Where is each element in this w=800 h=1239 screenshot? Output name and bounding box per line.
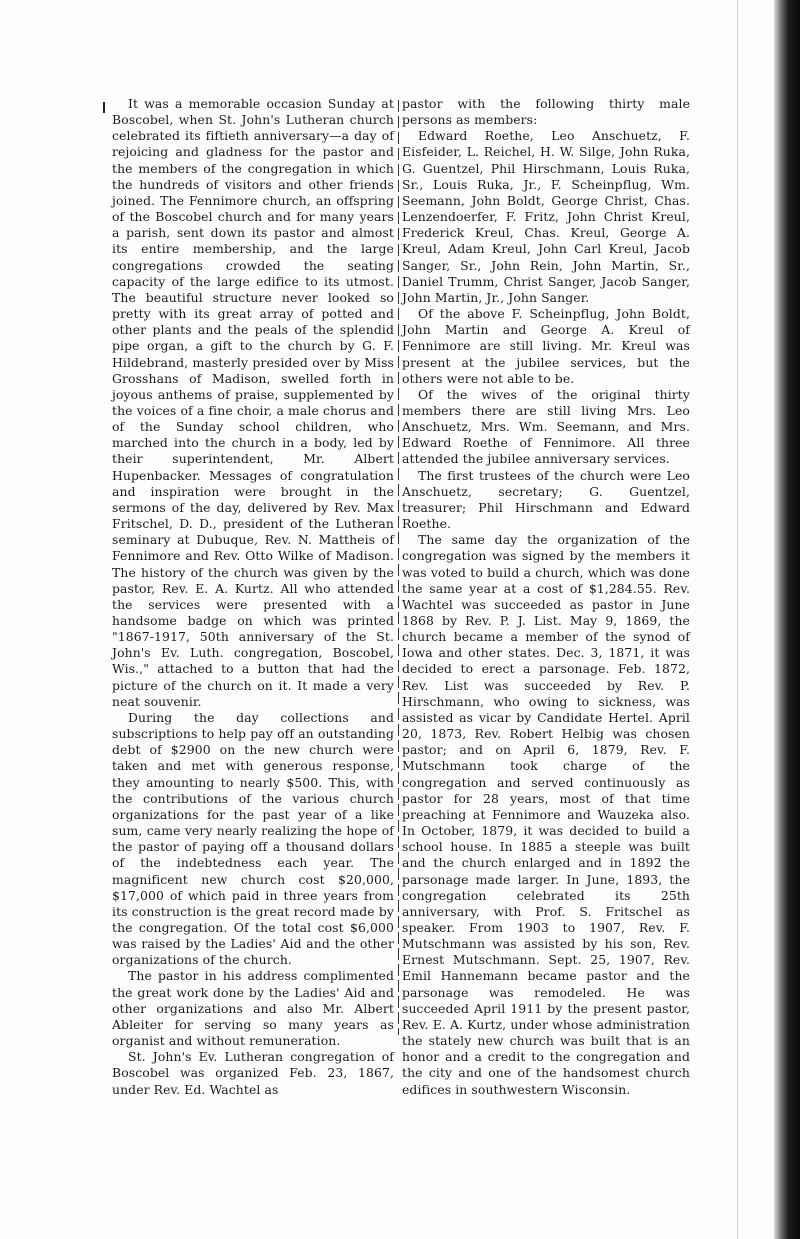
scan-edge — [774, 0, 800, 1239]
article-paragraph: The first trustees of the church were Leo Anschuetz, secretary; G. Guentzel, treasurer; Phil Hirschmann and Edward Roethe. — [402, 467, 690, 532]
column-mark — [103, 102, 105, 113]
article-paragraph: St. John's Ev. Lutheran congregation of Boscobel was organized Feb. 23, 1867, under Rev. Ed. Wachtel as — [112, 1049, 394, 1097]
article-paragraph: Of the above F. Scheinpflug, John Boldt, John Martin and George A. Kreul of Fennimore are still living. Mr. Kreul was present at the jubilee services, but the others were not able to be. — [402, 306, 690, 386]
article-right-column — [402, 96, 690, 1098]
article-paragraph: The same day the organization of the congregation was signed by the members it was voted to build a church, which was done the same year at a cost of $1,284.55. Rev. Wachtel was succeeded as pastor in June 1868 by Rev. P. J. List. May 9, 1869, the church became a member of the synod of Iowa and other states. Dec. 3, 1871, it was decided to erect a parsonage. Feb. 1872, Rev. List was succeeded by Rev. P. Hirschmann, who owing to sickness, was assisted as vicar by Candidate Hertel. April 20, 1873, Rev. Robert Helbig was chosen pastor; and on April 6, 1879, Rev. F. Mutschmann took charge of the congregation and served continuously as pastor for 28 years, most of that time preaching at Fennimore and Wauzeka also. In October, 1879, it was decided to build a school house. In 1885 a steeple was built and the church enlarged and in 1892 the parsonage made larger. In June, 1893, the congregation celebrated its 25th anniversary, with Prof. S. Fritschel as speaker. From 1903 to 1907, Rev. F. Mutschmann was assisted by his son, Rev. Ernest Mutschmann. Sept. 25, 1907, Rev. Emil Hannemann became pastor and the parsonage was remodeled. He was succeeded April 1911 by the present pastor, Rev. E. A. Kurtz, under whose administration the stately new church was built that is an honor and a credit to the congregation and the city and one of the handsomest church edifices in southwestern Wisconsin. — [402, 532, 690, 1097]
article-paragraph: Edward Roethe, Leo Anschuetz, F. Eisfeider, L. Reichel, H. W. Silge, John Ruka, G. Guentzel, Phil Hirschmann, Louis Ruka, Sr., Louis Ruka, Jr., F. Scheinpflug, Wm. Seemann, John Boldt, George Christ, Chas. Lenzendoerfer, F. Fritz, John Christ Kreul, Frederick Kreul, Chas. Kreul, George A. Kreul, Adam Kreul, John Carl Kreul, Jacob Sanger, Sr., John Rein, John Martin, Sr., Daniel Trumm, Christ Sanger, Jacob Sanger, John Martin, Jr., John Sanger. — [402, 128, 690, 305]
article-paragraph: Of the wives of the original thirty members there are still living Mrs. Leo Anschuetz, Mrs. Wm. Seemann, and Mrs. Edward Roethe of Fennimore. All three attended the jubilee anniversary services. — [402, 386, 690, 467]
article-paragraph: It was a memorable occasion Sunday at Boscobel, when St. John's Lutheran church celebrated its fiftieth anniversary—a day of rejoicing and gladness for the pastor and the members of the congregation in which the hundreds of visitors and other friends joined. The Fennimore church, an offspring of the Boscobel church and for many years a parish, sent down its pastor and almost its entire membership, and the large congregations crowded the seating capacity of the large edifice to its utmost. The beautiful structure never looked so pretty with its great array of potted and other plants and the peals of the splendid pipe organ, a gift to the church by G. F. Hildebrand, masterly presided over by Miss Grosshans of Madison, swelled forth in joyous anthems of praise, supplemented by the voices of a fine choir, a male chorus and of the Sunday school children, who marched into the church in a body, led by their superintendent, Mr. Albert Hupenbacker. Messages of congratulation and inspiration were brought in the sermons of the day, delivered by Rev. Max Fritschel, D. D., president of the Lutheran seminary at Dubuque, Rev. N. Mattheis of Fennimore and Rev. Otto Wilke of Madison. The history of the church was given by the pastor, Rev. E. A. Kurtz. All who attended the services were presented with a handsome badge on which was printed "1867-1917, 50th anniversary of the St. John's Ev. Luth. congregation, Boscobel, Wis.," attached to a button that had the picture of the church on it. It made a very neat souvenir. — [112, 96, 394, 709]
article-paragraph: The pastor in his address complimented the great work done by the Ladies' Aid and other organizations and also Mr. Albert Ableiter for serving so many years as organist and without remuneration. — [112, 968, 394, 1049]
article-continuation: pastor with the following thirty male persons as members: — [402, 96, 690, 128]
article-paragraph: During the day collections and subscriptions to help pay off an outstanding debt of $2900 on the new church were taken and met with generous response, they amounting to nearly $500. This, with the contributions of the various church organizations for the past year of a like sum, came very nearly realizing the hope of the pastor of paying off a thousand dollars of the indebtedness each year. The magnificent new church cost $20,000, $17,000 of which paid in three years from its construction is the great record made by the congregation. Of the total cost $6,000 was raised by the Ladies' Aid and the other organizations of the church. — [112, 709, 394, 968]
column-divider — [398, 100, 399, 1035]
scan-edge-line — [737, 0, 738, 1239]
article-left-column — [112, 96, 394, 1098]
